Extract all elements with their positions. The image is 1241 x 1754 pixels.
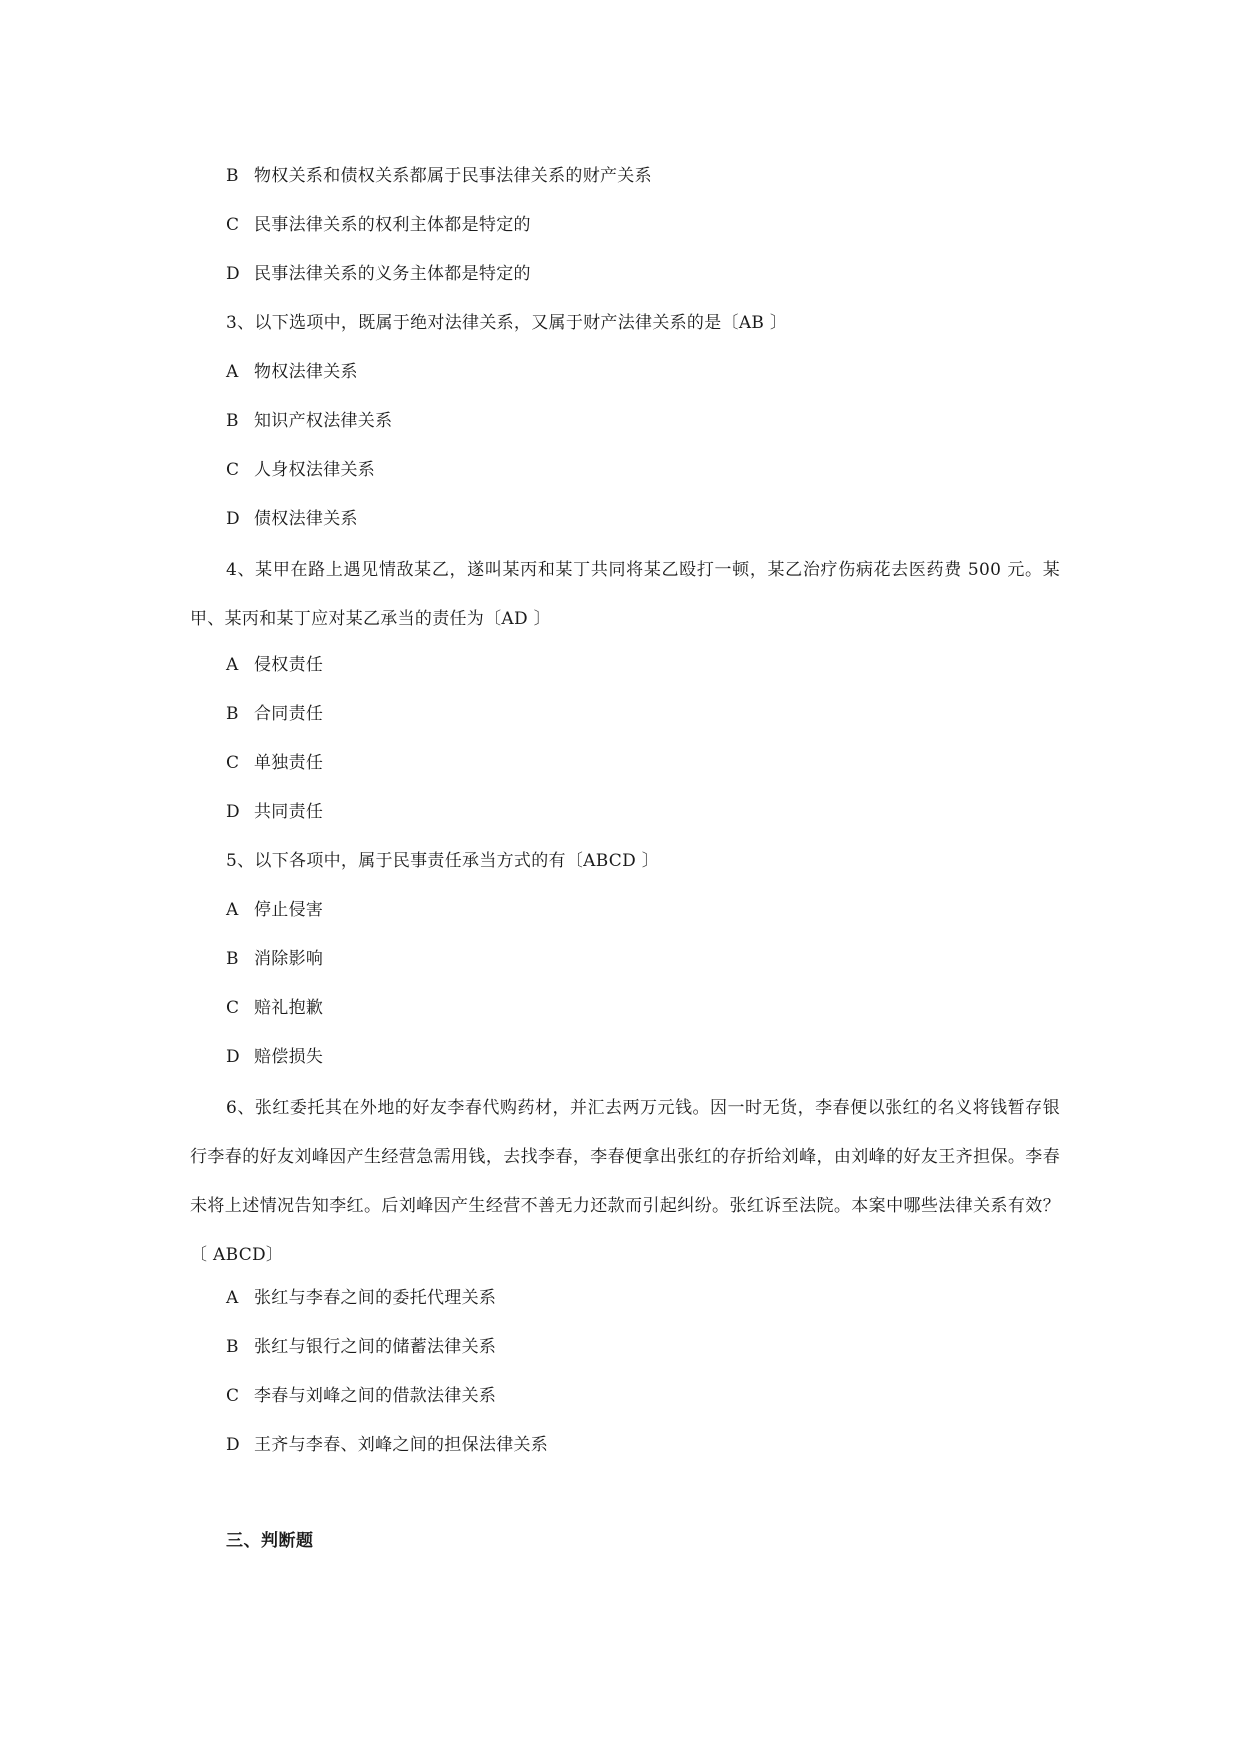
option-text: 单独责任 [254,753,324,773]
option-letter: C [226,998,240,1018]
q2-option-c [226,214,531,236]
q2-option-d [226,263,531,285]
option-letter: A [226,362,239,382]
option-letter: C [226,1386,240,1406]
q6-option-c [226,1385,496,1407]
option-text: 王齐与李春、刘峰之间的担保法律关系 [254,1435,549,1455]
option-text: 债权法律关系 [254,509,358,529]
option-text: 停止侵害 [254,900,324,920]
q4-stem: 4、某甲在路上遇见情敌某乙，遂叫某丙和某丁共同将某乙殴打一顿，某乙治疗伤病花去医药费 500 元。某甲、某丙和某丁应对某乙承当的责任为〔AD 〕 [190,560,1060,629]
q4-option-d [226,801,323,823]
option-letter: C [226,460,240,480]
option-text: 民事法律关系的权利主体都是特定的 [254,215,531,235]
q5-option-c [226,997,323,1019]
q2-option-b [226,165,652,187]
option-letter: C [226,753,240,773]
option-text: 共同责任 [254,802,324,822]
q3-option-d [226,508,358,530]
option-letter: D [226,1435,240,1455]
option-text: 李春与刘峰之间的借款法律关系 [254,1386,497,1406]
option-text: 物权关系和债权关系都属于民事法律关系的财产关系 [254,166,652,186]
option-text: 张红与李春之间的委托代理关系 [254,1288,497,1308]
q3-option-c [226,459,375,481]
q5-option-d [226,1046,323,1068]
q6-option-b [226,1336,496,1358]
option-letter: B [226,166,239,186]
option-text: 消除影响 [254,949,324,969]
q6-option-a [226,1287,496,1309]
q5-stem: 5、以下各项中，属于民事责任承当方式的有〔ABCD 〕 [226,851,660,871]
option-letter: A [226,900,239,920]
option-letter: B [226,704,239,724]
option-letter: B [226,411,239,431]
option-letter: A [226,655,239,675]
option-letter: A [226,1288,239,1308]
option-letter: C [226,215,240,235]
q5-option-b [226,948,323,970]
q5-option-a [226,899,323,921]
q6-stem: 6、张红委托其在外地的好友李春代购药材，并汇去两万元钱。因一时无货，李春便以张红的名义将钱暂存银行李春的好友刘峰因产生经营急需用钱，去找李春，李春便拿出张红的存折给刘峰，由刘峰的好友王齐担保。李春未将上述情况告知李红。后刘峰因产生经营不善无力还款而引起纠纷。张红诉至法院。本案中哪些法律关系有效？〔 ABCD〕 [190,1098,1060,1265]
option-text: 民事法律关系的义务主体都是特定的 [254,264,531,284]
q4-option-c [226,752,323,774]
option-text: 人身权法律关系 [254,460,376,480]
q6-option-d [226,1434,548,1456]
option-letter: D [226,509,240,529]
option-letter: D [226,264,240,284]
q4-option-b [226,703,323,725]
option-text: 物权法律关系 [254,362,358,382]
q3-option-a [226,361,358,383]
option-letter: B [226,1337,239,1357]
option-text: 合同责任 [254,704,324,724]
option-text: 赔偿损失 [254,1047,324,1067]
option-text: 侵权责任 [254,655,324,675]
q3-option-b [226,410,392,432]
option-text: 张红与银行之间的储蓄法律关系 [254,1337,497,1357]
q3-stem: 3、以下选项中，既属于绝对法律关系，又属于财产法律关系的是〔AB 〕 [226,313,788,333]
option-text: 赔礼抱歉 [254,998,324,1018]
option-text: 知识产权法律关系 [254,411,393,431]
option-letter: D [226,802,240,822]
option-letter: B [226,949,239,969]
option-letter: D [226,1047,240,1067]
q4-option-a [226,654,323,676]
section-heading: 三、判断题 [226,1531,314,1551]
